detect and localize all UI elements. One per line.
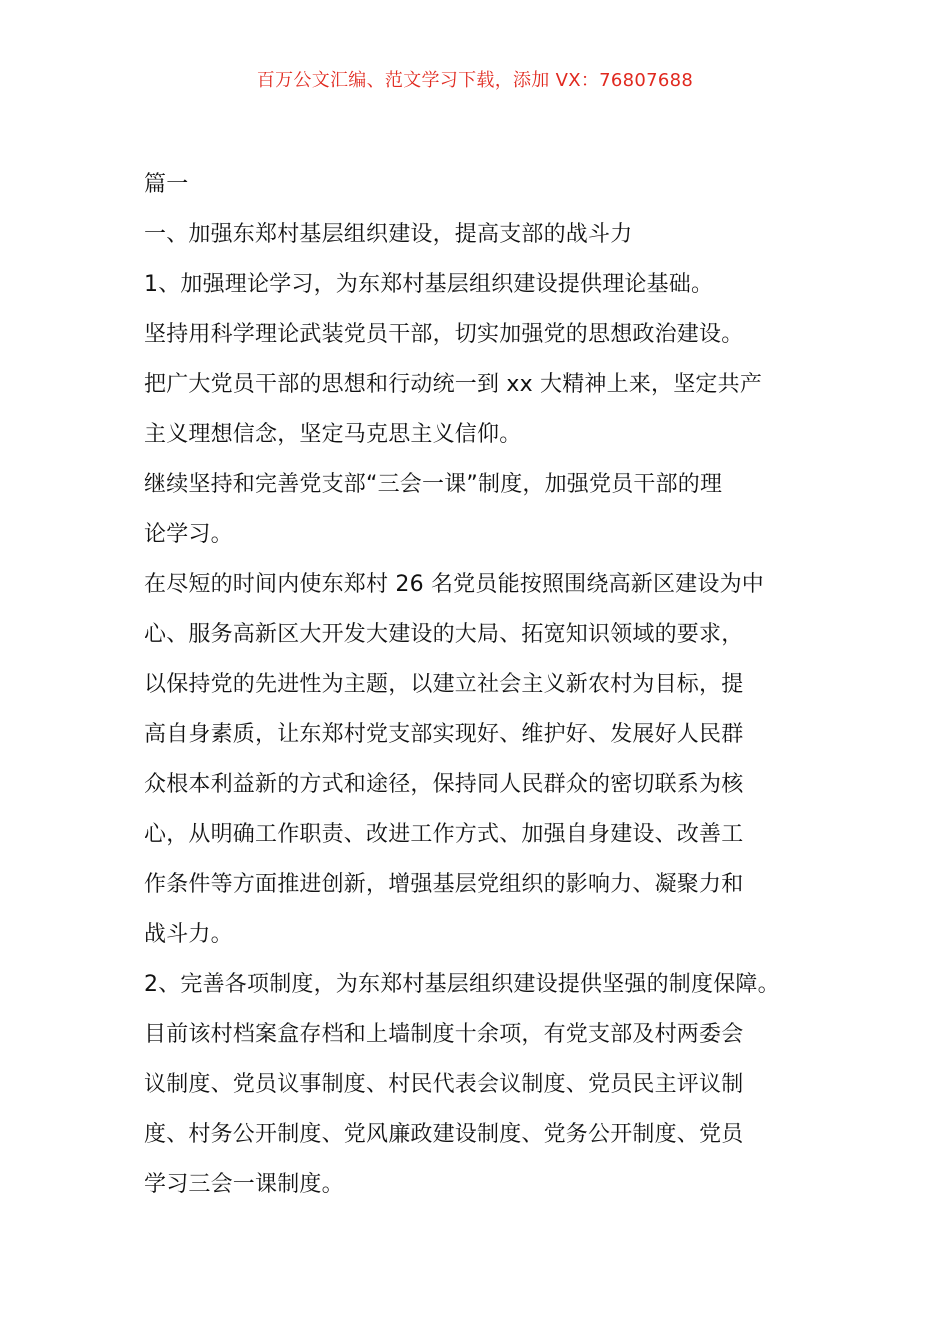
paragraph-line: 作条件等方面推进创新，增强基层党组织的影响力、凝聚力和 bbox=[144, 872, 744, 897]
section-label: 篇一 bbox=[144, 172, 189, 197]
document-body bbox=[144, 160, 814, 1210]
paragraph-line: 战斗力。 bbox=[144, 922, 233, 947]
paragraph-line: 主义理想信念，坚定马克思主义信仰。 bbox=[144, 422, 522, 447]
section-heading: 一、加强东郑村基层组织建设，提高支部的战斗力 bbox=[144, 222, 633, 247]
paragraph-line: 众根本利益新的方式和途径，保持同人民群众的密切联系为核 bbox=[144, 772, 744, 797]
paragraph-line: 继续坚持和完善党支部“三会一课”制度，加强党员干部的理 bbox=[144, 472, 723, 497]
subheading-2: 2、完善各项制度，为东郑村基层组织建设提供坚强的制度保障。 bbox=[144, 972, 780, 997]
paragraph-line: 以保持党的先进性为主题，以建立社会主义新农村为目标，提 bbox=[144, 672, 744, 697]
watermark-header: 百万公文汇编、范文学习下载，添加 VX：76807688 bbox=[256, 70, 694, 91]
subheading-1: 1、加强理论学习，为东郑村基层组织建设提供理论基础。 bbox=[144, 272, 714, 297]
paragraph-line: 心，从明确工作职责、改进工作方式、加强自身建设、改善工 bbox=[144, 822, 744, 847]
paragraph-line: 心、服务高新区大开发大建设的大局、拓宽知识领域的要求， bbox=[144, 622, 744, 647]
paragraph-line: 在尽短的时间内使东郑村 26 名党员能按照围绕高新区建设为中 bbox=[144, 572, 764, 597]
paragraph-line: 度、村务公开制度、党风廉政建设制度、党务公开制度、党员 bbox=[144, 1122, 744, 1147]
paragraph-line: 学习三会一课制度。 bbox=[144, 1172, 344, 1197]
paragraph-line: 把广大党员干部的思想和行动统一到 xx 大精神上来，坚定共产 bbox=[144, 372, 763, 397]
paragraph-line: 论学习。 bbox=[144, 522, 233, 547]
paragraph-line: 议制度、党员议事制度、村民代表会议制度、党员民主评议制 bbox=[144, 1072, 744, 1097]
paragraph-line: 高自身素质，让东郑村党支部实现好、维护好、发展好人民群 bbox=[144, 722, 744, 747]
paragraph-line: 坚持用科学理论武装党员干部，切实加强党的思想政治建设。 bbox=[144, 322, 744, 347]
paragraph-line: 目前该村档案盒存档和上墙制度十余项，有党支部及村两委会 bbox=[144, 1022, 744, 1047]
